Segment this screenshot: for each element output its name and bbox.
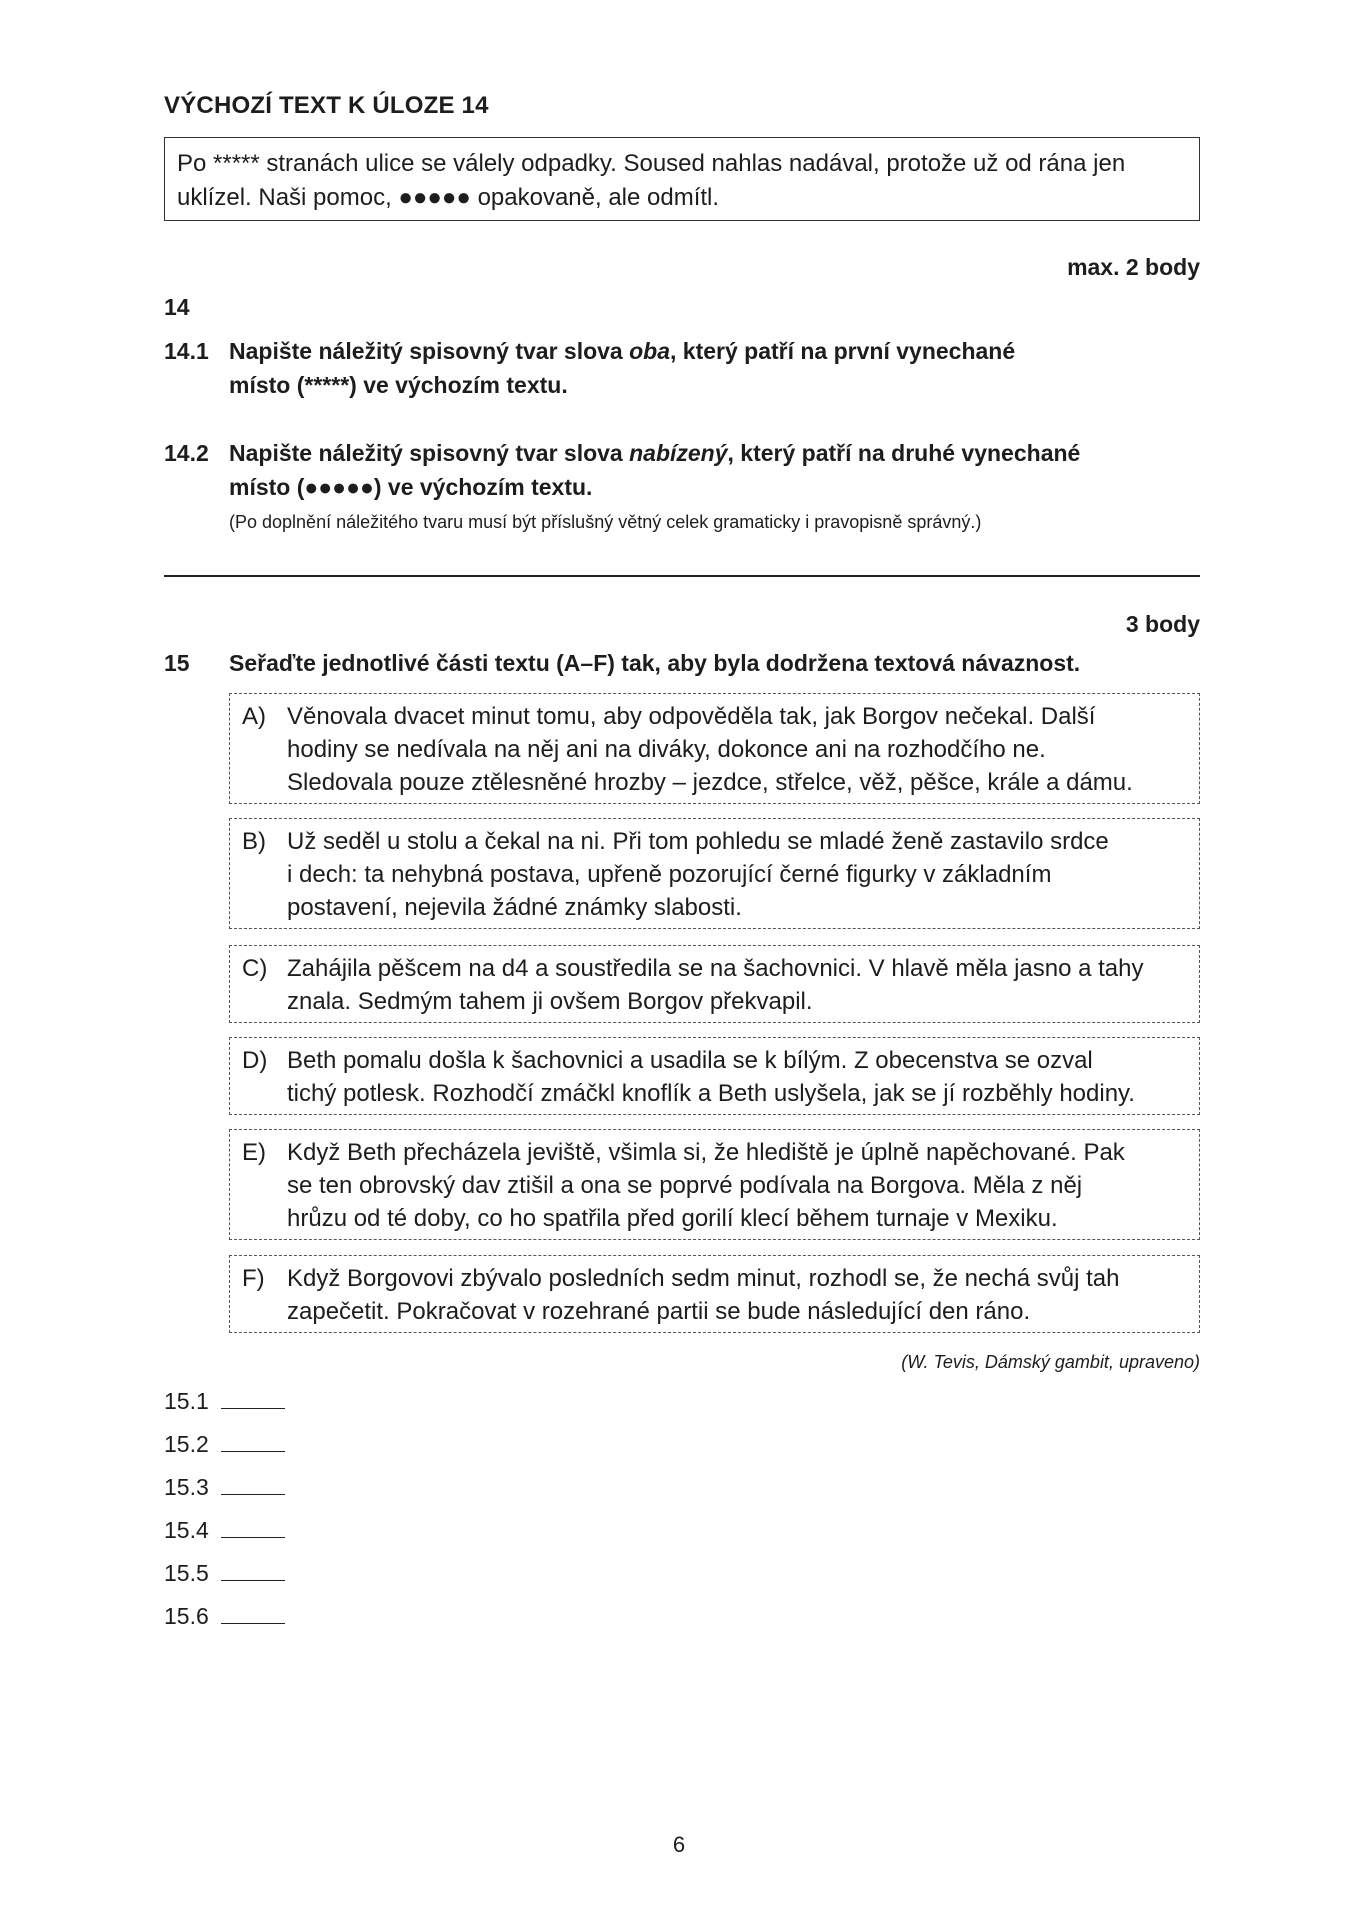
text-part-a xyxy=(229,693,1200,804)
text-part-line: postavení, nejevila žádné známky slabosti. xyxy=(287,894,742,921)
text-part-body xyxy=(287,952,1189,1016)
task14-2-line-1 xyxy=(229,436,1189,470)
text-part-line: hrůzu od té doby, co ho spatřila před gorilí klecí během turnaje v Mexiku. xyxy=(287,1205,1058,1232)
task15-number: 15 xyxy=(164,650,190,676)
text-part-f xyxy=(229,1255,1200,1333)
text-part-line: i dech: ta nehybná postava, upřeně pozorující černé figurky v základním xyxy=(287,861,1052,888)
task14-2-word: nabízený xyxy=(629,440,728,466)
text-part-c xyxy=(229,945,1200,1023)
text-part-line: tichý potlesk. Rozhodčí zmáčkl knoflík a Beth uslyšela, jak se jí rozběhly hodiny. xyxy=(287,1080,1135,1107)
task14-number: 14 xyxy=(164,294,190,320)
task14-2-text xyxy=(229,436,1189,504)
text-part-line: Když Beth přecházela jeviště, všimla si, že hlediště je úplně napěchované. Pak xyxy=(287,1139,1125,1166)
task14-1-word: oba xyxy=(629,338,670,364)
answer-15-6 xyxy=(164,1603,285,1630)
answer-label: 15.6 xyxy=(164,1603,209,1629)
answer-label: 15.3 xyxy=(164,1474,209,1500)
text-part-letter: A) xyxy=(242,703,266,730)
text-part-body xyxy=(287,700,1189,797)
text-part-body xyxy=(287,1136,1189,1233)
source-text-line-2: uklízel. Naši pomoc, ●●●●● opakovaně, ale odmítl. xyxy=(177,184,720,211)
text-part-e xyxy=(229,1129,1200,1240)
answer-15-4 xyxy=(164,1517,285,1544)
page-number: 6 xyxy=(672,1832,686,1857)
answer-label: 15.2 xyxy=(164,1431,209,1457)
task15-points: 3 body xyxy=(1125,611,1200,637)
text-part-line: zapečetit. Pokračovat v rozehrané partii se bude následující den ráno. xyxy=(287,1298,1031,1325)
answer-blank[interactable] xyxy=(221,1560,285,1581)
answer-label: 15.5 xyxy=(164,1560,209,1586)
task14-1-line-2: místo (*****) ve výchozím textu. xyxy=(229,372,568,398)
task-divider xyxy=(164,575,1200,577)
source-citation: (W. Tevis, Dámský gambit, upraveno) xyxy=(901,1352,1200,1372)
task15-instruction: Seřaďte jednotlivé části textu (A–F) tak, aby byla dodržena textová návaznost. xyxy=(229,650,1081,676)
text-part-line: se ten obrovský dav ztišil a ona se poprvé podívala na Borgova. Měla z něj xyxy=(287,1172,1083,1199)
answer-15-3 xyxy=(164,1474,285,1501)
task14-1-line-1 xyxy=(229,334,1189,368)
text-part-letter: C) xyxy=(242,955,268,982)
source-text-line-1: Po ***** stranách ulice se válely odpadky. Soused nahlas nadával, protože už od rána jen xyxy=(177,150,1126,177)
answer-blank[interactable] xyxy=(221,1517,285,1538)
text-part-letter: E) xyxy=(242,1139,266,1166)
task14-2-line-2: místo (●●●●●) ve výchozím textu. xyxy=(229,474,593,500)
task14-points: max. 2 body xyxy=(1067,254,1200,280)
task14-note: (Po doplnění náležitého tvaru musí být příslušný větný celek gramaticky i pravopisně správný.) xyxy=(229,512,982,532)
answer-blank[interactable] xyxy=(221,1388,285,1409)
text-part-line: Zahájila pěšcem na d4 a soustředila se na šachovnici. V hlavě měla jasno a tahy xyxy=(287,955,1144,982)
task14-2-text-after: , který patří na druhé vynechané xyxy=(727,440,1081,466)
task14-1-text xyxy=(229,334,1189,402)
text-part-line: Beth pomalu došla k šachovnici a usadila se k bílým. Z obecenstva se ozval xyxy=(287,1047,1093,1074)
text-part-body xyxy=(287,1044,1189,1108)
text-part-letter: F) xyxy=(242,1265,265,1292)
text-part-body xyxy=(287,825,1189,922)
answer-15-5 xyxy=(164,1560,285,1587)
text-part-letter: B) xyxy=(242,828,266,855)
text-part-line: Když Borgovovi zbývalo posledních sedm minut, rozhodl se, že nechá svůj tah xyxy=(287,1265,1120,1292)
text-part-body xyxy=(287,1262,1189,1326)
answer-15-2 xyxy=(164,1431,285,1458)
answer-label: 15.1 xyxy=(164,1388,209,1414)
text-part-line: hodiny se nedívala na něj ani na diváky, dokonce ani na rozhodčího ne. xyxy=(287,736,1046,763)
text-part-line: Sledovala pouze ztělesněné hrozby – jezdce, střelce, věž, pěšce, krále a dámu. xyxy=(287,769,1133,796)
text-part-line: znala. Sedmým tahem ji ovšem Borgov překvapil. xyxy=(287,988,813,1015)
answer-blank[interactable] xyxy=(221,1603,285,1624)
text-part-line: Už seděl u stolu a čekal na ni. Při tom pohledu se mladé ženě zastavilo srdce xyxy=(287,828,1109,855)
answer-blank[interactable] xyxy=(221,1431,285,1452)
answer-15-1 xyxy=(164,1388,285,1415)
task14-1-number: 14.1 xyxy=(164,338,209,364)
task14-1-text-before: Napište náležitý spisovný tvar slova xyxy=(229,338,630,364)
source-text-box xyxy=(164,137,1200,221)
text-part-line: Věnovala dvacet minut tomu, aby odpověděla tak, jak Borgov nečekal. Další xyxy=(287,703,1096,730)
task14-2-text-before: Napište náležitý spisovný tvar slova xyxy=(229,440,630,466)
text-part-d xyxy=(229,1037,1200,1115)
task14-2-number: 14.2 xyxy=(164,440,209,466)
text-part-letter: D) xyxy=(242,1047,268,1074)
answer-label: 15.4 xyxy=(164,1517,209,1543)
answer-blank[interactable] xyxy=(221,1474,285,1495)
text-part-b xyxy=(229,818,1200,929)
source-text-heading: VÝCHOZÍ TEXT K ÚLOZE 14 xyxy=(164,92,489,119)
task14-1-text-after: , který patří na první vynechané xyxy=(670,338,1016,364)
